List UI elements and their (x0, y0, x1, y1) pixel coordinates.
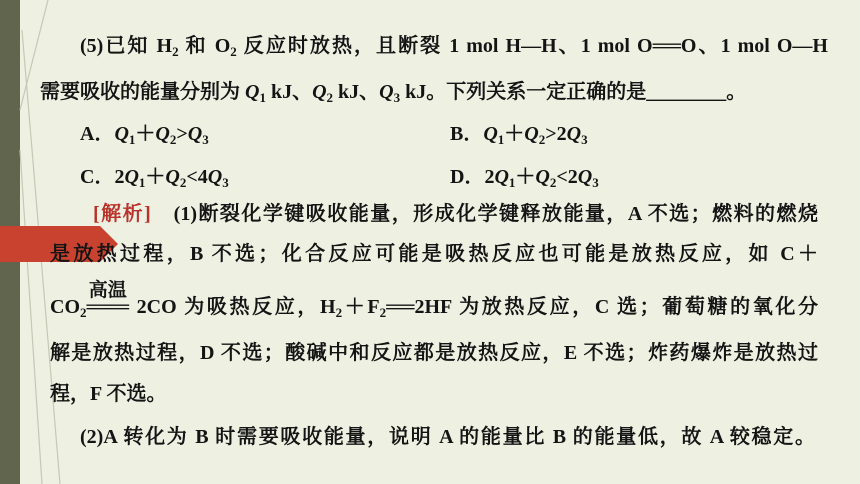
subscript: 2 (169, 132, 177, 147)
reaction-condition-label: 高温 (88, 280, 127, 301)
italic-variable: Q (124, 166, 139, 188)
text-run: 2CO 为吸热反应，H (129, 296, 336, 318)
text-run: ＋ (504, 123, 525, 145)
subscript: 3 (222, 175, 229, 190)
decorative-line (20, 150, 42, 484)
text-run: (2)A 转化为 B 时需要吸收能量，说明 A 的能量比 B 的能量低，故 A 较稳定。 (80, 426, 815, 448)
italic-variable: Q (524, 123, 539, 145)
subscript: 3 (202, 132, 209, 147)
subscript: 2 (179, 175, 187, 190)
text-run: > (176, 123, 188, 145)
subscript: 2 (230, 44, 237, 59)
subscript: 1 (508, 175, 516, 190)
question-stem-line-1 (80, 33, 828, 59)
question-stem-line-2 (40, 79, 746, 105)
text-run: (5)已知 H (80, 35, 173, 57)
italic-variable: Q (483, 123, 498, 145)
text-run: 程，F 不选。 (50, 383, 167, 405)
subscript: 2 (549, 175, 557, 190)
subscript: 1 (259, 90, 266, 105)
text-run: 和 O (178, 35, 231, 57)
option-a (80, 121, 209, 147)
analysis-line-1-text (151, 203, 818, 225)
italic-variable: Q (155, 123, 170, 145)
double-line-equals: ═══ (86, 296, 130, 318)
text-run: >2 (545, 123, 567, 145)
subscript: 1 (128, 132, 136, 147)
subscript: 3 (592, 175, 599, 190)
italic-variable: Q (566, 123, 582, 145)
text-run: 需要吸收的能量分别为 (40, 81, 245, 103)
option-c (80, 164, 229, 190)
text-run: (1)断裂化学键吸收能量，形成化学键释放能量，A 不选；燃料的燃烧 (150, 203, 818, 225)
text-run: C．2 (80, 166, 125, 188)
subscript: 2 (172, 44, 179, 59)
subscript: 1 (497, 132, 505, 147)
text-run: ＋F (342, 296, 380, 318)
text-run: ＋ (145, 166, 166, 188)
reaction-equals-with-condition (86, 280, 130, 320)
analysis-line-3 (50, 280, 819, 320)
text-run: ＋ (135, 123, 156, 145)
text-run: 反应时放热，且断裂 1 mol H—H、1 mol O══O、1 mol O—H (236, 35, 828, 57)
italic-variable: Q (187, 123, 203, 145)
subscript: 2 (326, 90, 334, 105)
subscript: 3 (581, 132, 588, 147)
italic-variable: Q (379, 81, 394, 103)
analysis-part-2-line (80, 424, 815, 450)
text-run: D．2 (450, 166, 495, 188)
subscript: 2 (538, 132, 546, 147)
text-run: CO (50, 296, 80, 318)
text-run: A． (80, 123, 115, 145)
text-run: <4 (186, 166, 208, 188)
analysis-line-4 (50, 340, 818, 366)
text-run: kJ、 (333, 81, 380, 103)
subscript: 2 (335, 305, 343, 320)
italic-variable: Q (494, 166, 509, 188)
analysis-line-1 (93, 201, 818, 227)
italic-variable: Q (165, 166, 180, 188)
subscript: 2 (379, 305, 387, 320)
italic-variable: Q (312, 81, 327, 103)
text-run: ══2HF 为放热反应，C 选；葡萄糖的氧化分 (386, 296, 819, 318)
italic-variable: Q (535, 166, 550, 188)
text-run: 是放热过程，B 不选；化合反应可能是吸热反应也可能是放热反应，如 C＋ (50, 243, 818, 265)
analysis-line-5 (50, 381, 166, 407)
italic-variable: Q (114, 123, 129, 145)
subscript: 2 (80, 305, 87, 320)
option-b (450, 121, 588, 147)
text-run: kJ、 (265, 81, 313, 103)
italic-variable: Q (577, 166, 593, 188)
italic-variable: Q (245, 81, 260, 103)
text-run: kJ。下列关系一定正确的是________。 (400, 81, 747, 103)
text-run: B． (450, 123, 484, 145)
subscript: 1 (138, 175, 146, 190)
option-d (450, 164, 599, 190)
text-run: ＋ (515, 166, 536, 188)
subscript: 3 (393, 90, 401, 105)
analysis-tag: [解析] (93, 203, 151, 225)
text-run: <2 (556, 166, 578, 188)
italic-variable: Q (207, 166, 223, 188)
analysis-line-2 (50, 241, 818, 267)
text-run: 解是放热过程，D 不选；酸碱中和反应都是放热反应，E 不选；炸药爆炸是放热过 (50, 342, 818, 364)
